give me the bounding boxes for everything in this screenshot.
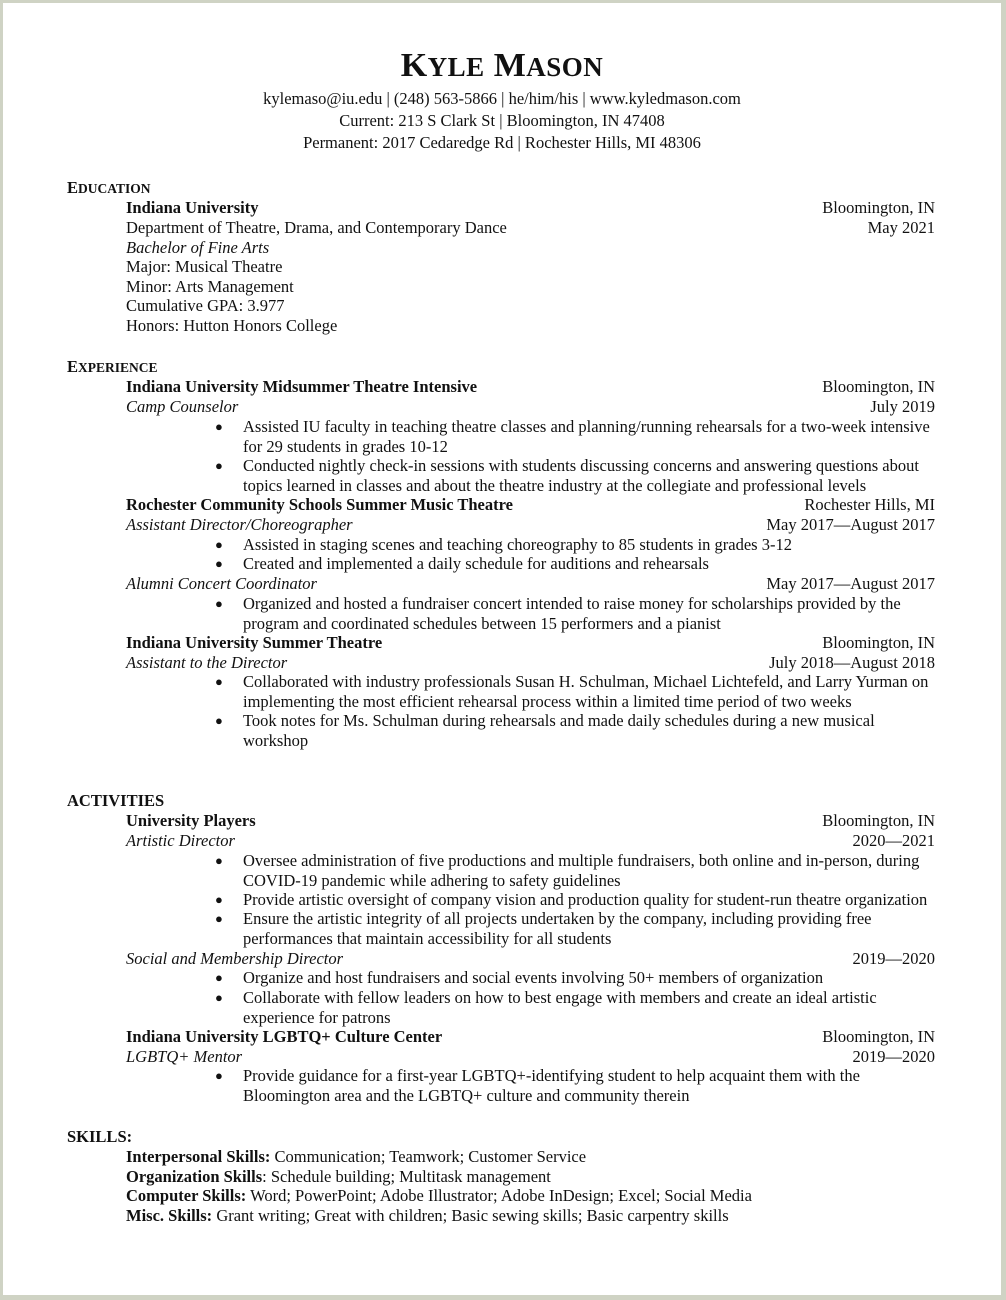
education-honors: Honors: Hutton Honors College	[126, 316, 338, 335]
bullet-item	[215, 851, 933, 890]
experience-org2-date1: May 2017—August 2017	[766, 515, 935, 534]
experience-org2-role2-row	[126, 574, 935, 594]
bullet-item	[215, 554, 933, 574]
education-minor: Minor: Arts Management	[126, 277, 294, 296]
bullet-text: Provide artistic oversight of company vision and production quality for student-run theatre organization	[243, 890, 928, 909]
bullet-item	[215, 909, 933, 948]
activities-org1-role1-row	[126, 831, 935, 851]
education-school-row	[126, 198, 935, 218]
experience-org1-row	[126, 377, 935, 397]
experience-org3-location: Bloomington, IN	[822, 633, 935, 652]
bullet-dot-icon: ●	[215, 970, 223, 985]
experience-org1-role: Camp Counselor	[126, 397, 239, 416]
education-department: Department of Theatre, Drama, and Contemporary Dance	[126, 218, 507, 237]
skill-value: Communication; Teamwork; Customer Service	[270, 1147, 587, 1166]
bullet-dot-icon: ●	[215, 458, 223, 473]
skill-value: Word; PowerPoint; Adobe Illustrator; Adobe InDesign; Excel; Social Media	[246, 1186, 752, 1205]
education-major: Major: Musical Theatre	[126, 257, 283, 276]
bullet-item	[215, 417, 933, 456]
bullet-item	[215, 672, 933, 711]
education-gpa: Cumulative GPA: 3.977	[126, 296, 285, 315]
education-school: Indiana University	[126, 198, 259, 217]
resume-page	[3, 3, 1001, 1295]
bullet-dot-icon: ●	[215, 892, 223, 907]
bullet-text: Provide guidance for a first-year LGBTQ+-identifying student to help acquaint them with the Bloomington area and the LGBTQ+ culture and community therein	[243, 1066, 860, 1105]
activities-org1-role2: Social and Membership Director	[126, 949, 344, 968]
bullet-text: Created and implemented a daily schedule for auditions and rehearsals	[243, 554, 709, 573]
bullet-text: Assisted in staging scenes and teaching choreography to 85 students in grades 3-12	[243, 535, 792, 554]
bullet-dot-icon: ●	[215, 596, 223, 611]
activities-org1-role2-row	[126, 949, 935, 969]
skill-label: Misc. Skills:	[126, 1206, 213, 1225]
candidate-name	[3, 47, 1001, 85]
experience-org1-location: Bloomington, IN	[822, 377, 935, 396]
bullet-item	[215, 594, 933, 633]
contact-line: kylemaso@iu.edu | (248) 563-5866 | he/him/his | www.kyledmason.com	[263, 89, 741, 108]
skill-label: Organization Skills	[126, 1167, 263, 1186]
activities-org1-date2: 2019—2020	[852, 949, 935, 968]
bullet-text: Organized and hosted a fundraiser concert intended to raise money for scholarships provided by the program and coordinated schedules between 15 performers and a pianist	[243, 594, 901, 633]
bullet-text: Conducted nightly check-in sessions with students discussing concerns and answering questions about topics learned in classes and about the theatre industry at the collegiate and professional levels	[243, 456, 919, 495]
activities-org2-name: Indiana University LGBTQ+ Culture Center	[126, 1027, 443, 1046]
experience-org2-date2: May 2017—August 2017	[766, 574, 935, 593]
experience-org2-role2: Alumni Concert Coordinator	[126, 574, 317, 593]
bullet-text: Ensure the artistic integrity of all projects undertaken by the company, including providing free performances that maintain accessibility for all students	[243, 909, 872, 948]
bullet-dot-icon: ●	[215, 419, 223, 434]
bullet-item	[215, 456, 933, 495]
bullet-item	[215, 711, 933, 750]
experience-heading-rest: XPERIENCE	[78, 360, 158, 375]
activities-org2-role-row	[126, 1047, 935, 1067]
activities-org2-row	[126, 1027, 935, 1047]
skill-line-computer	[126, 1186, 752, 1206]
experience-org2-name: Rochester Community Schools Summer Music Theatre	[126, 495, 513, 514]
experience-org3-row	[126, 633, 935, 653]
activities-org2-date: 2019—2020	[852, 1047, 935, 1066]
name-first-rest: YLE	[427, 52, 485, 82]
activities-org2-role: LGBTQ+ Mentor	[126, 1047, 243, 1066]
education-location: Bloomington, IN	[822, 198, 935, 217]
bullet-dot-icon: ●	[215, 537, 223, 552]
skill-label: Computer Skills:	[126, 1186, 247, 1205]
activities-org1-name: University Players	[126, 811, 256, 830]
skill-label: Interpersonal Skills:	[126, 1147, 271, 1166]
experience-org2-role1: Assistant Director/Choreographer	[126, 515, 353, 534]
activities-org1-location: Bloomington, IN	[822, 811, 935, 830]
bullet-dot-icon: ●	[215, 853, 223, 868]
skill-value: : Schedule building; Multitask management	[262, 1167, 551, 1186]
activities-org1-date1: 2020—2021	[852, 831, 935, 850]
activities-org1-role1: Artistic Director	[126, 831, 235, 850]
name-first-initial: K	[400, 47, 428, 84]
skill-value: Grant writing; Great with children; Basic sewing skills; Basic carpentry skills	[212, 1206, 729, 1225]
experience-org3-date: July 2018—August 2018	[769, 653, 935, 672]
bullet-dot-icon: ●	[215, 713, 223, 728]
bullet-item	[215, 1066, 933, 1105]
experience-org1-date: July 2019	[870, 397, 935, 416]
experience-org1-name: Indiana University Midsummer Theatre Intensive	[126, 377, 478, 396]
bullet-text: Organize and host fundraisers and social events involving 50+ members of organization	[243, 968, 824, 987]
activities-org1-row	[126, 811, 935, 831]
skill-line-interpersonal	[126, 1147, 586, 1167]
bullet-dot-icon: ●	[215, 990, 223, 1005]
bullet-item	[215, 968, 933, 988]
experience-org3-role-row	[126, 653, 935, 673]
experience-heading-initial: E	[67, 357, 79, 376]
education-degree: Bachelor of Fine Arts	[126, 238, 270, 257]
experience-org3-name: Indiana University Summer Theatre	[126, 633, 383, 652]
current-address: Current: 213 S Clark St | Bloomington, IN 47408	[339, 111, 665, 130]
bullet-dot-icon: ●	[215, 556, 223, 571]
experience-heading	[67, 357, 158, 377]
bullet-dot-icon: ●	[215, 911, 223, 926]
bullet-text: Assisted IU faculty in teaching theatre classes and planning/running rehearsals for a two-week intensive for 29 students in grades 10-12	[243, 417, 930, 456]
education-department-row	[126, 218, 935, 238]
bullet-item	[215, 988, 933, 1027]
skill-line-organization	[126, 1167, 551, 1187]
experience-org3-role: Assistant to the Director	[126, 653, 288, 672]
bullet-text: Collaborated with industry professionals Susan H. Schulman, Michael Lichtefeld, and Larry Yurman on implementing the most efficient rehearsal process within a limited time period of two weeks	[243, 672, 929, 711]
bullet-item	[215, 535, 933, 555]
bullet-text: Collaborate with fellow leaders on how to best engage with members and create an ideal artistic experience for patrons	[243, 988, 877, 1027]
education-heading	[67, 178, 151, 198]
bullet-dot-icon: ●	[215, 674, 223, 689]
activities-heading: ACTIVITIES	[67, 791, 165, 810]
experience-org2-row	[126, 495, 935, 515]
name-last-rest: ASON	[526, 52, 604, 82]
permanent-address: Permanent: 2017 Cedaredge Rd | Rochester Hills, MI 48306	[303, 133, 701, 152]
bullet-text: Took notes for Ms. Schulman during rehearsals and made daily schedules during a new musical workshop	[243, 711, 875, 750]
education-heading-rest: DUCATION	[78, 181, 151, 196]
skills-heading: SKILLS:	[67, 1127, 133, 1146]
experience-org2-location: Rochester Hills, MI	[804, 495, 935, 514]
bullet-text: Oversee administration of five productions and multiple fundraisers, both online and in-person, during COVID-19 pandemic while adhering to safety guidelines	[243, 851, 920, 890]
activities-org2-location: Bloomington, IN	[822, 1027, 935, 1046]
bullet-item	[215, 890, 933, 910]
education-date: May 2021	[867, 218, 935, 237]
skill-line-misc	[126, 1206, 729, 1226]
experience-org1-role-row	[126, 397, 935, 417]
name-last-initial: M	[493, 47, 527, 84]
bullet-dot-icon: ●	[215, 1068, 223, 1083]
experience-org2-role1-row	[126, 515, 935, 535]
education-heading-initial: E	[67, 178, 79, 197]
